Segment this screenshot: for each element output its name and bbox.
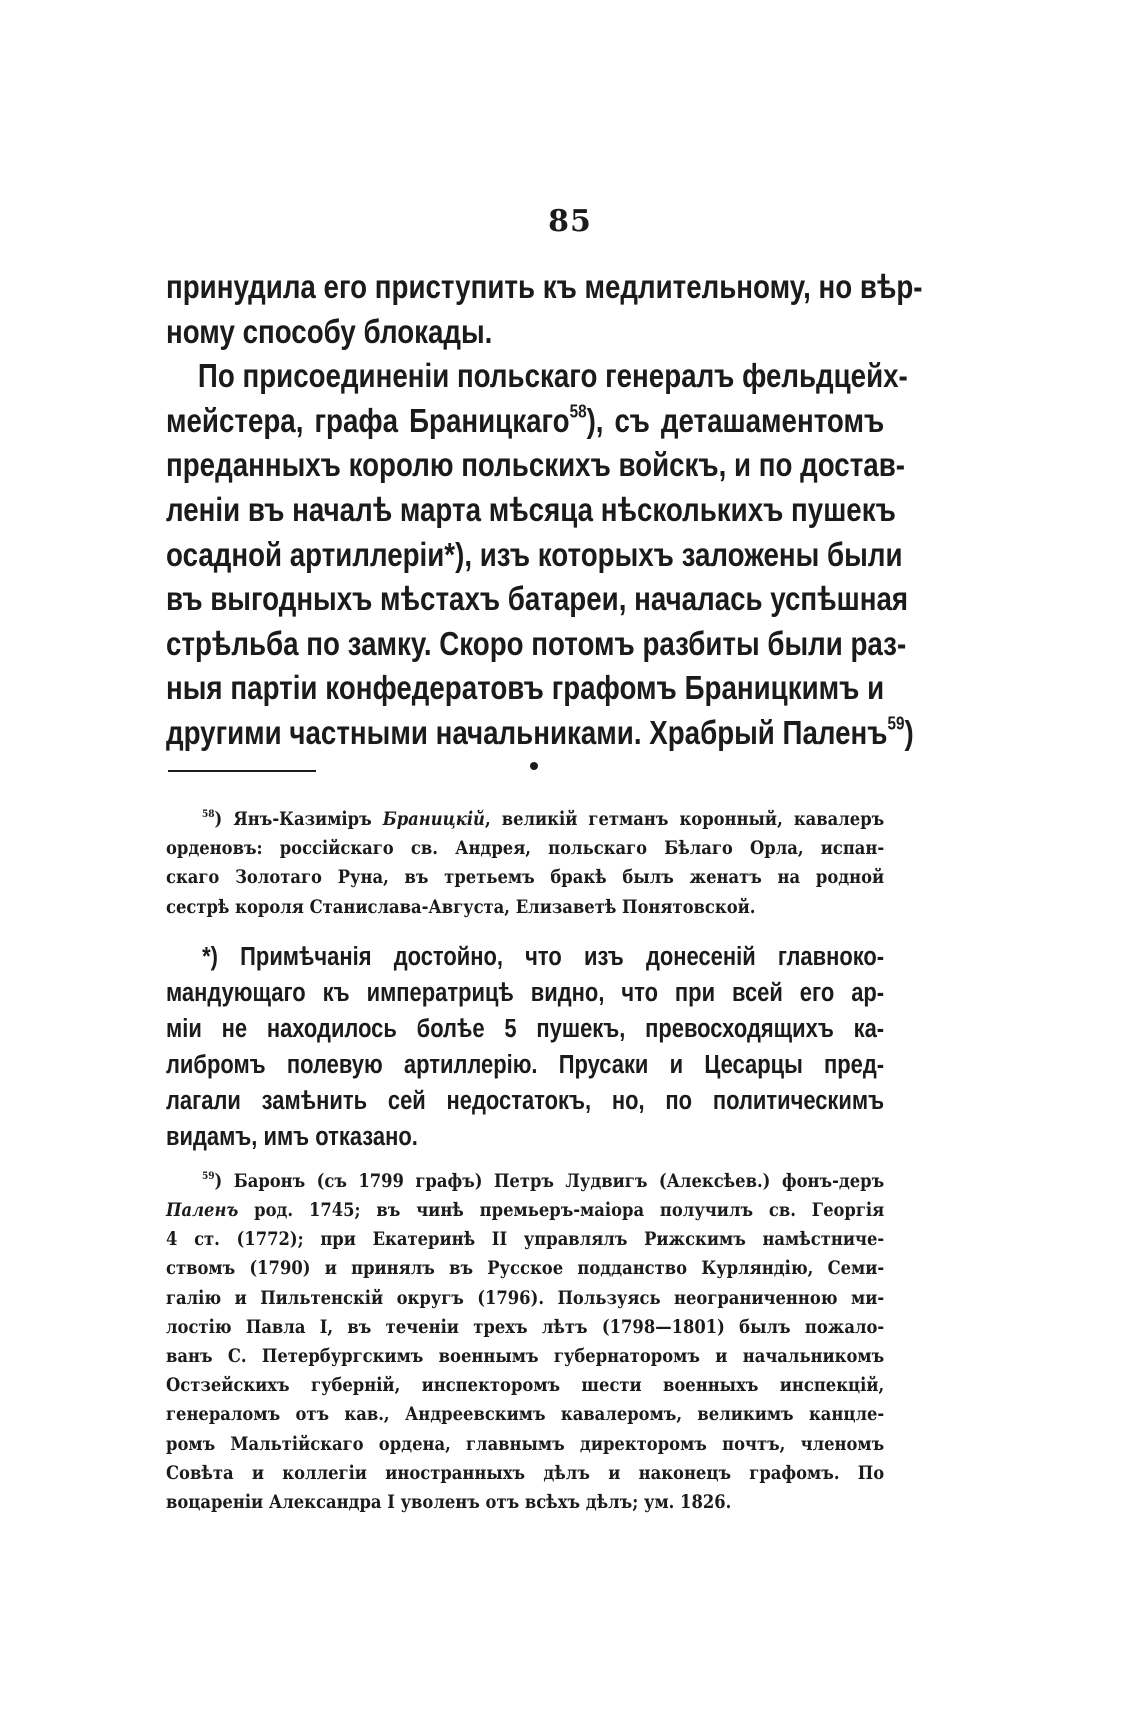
footnote-line: генераломъ отъ кав., Андреевскимъ кавалеромъ, великимъ канцле- xyxy=(166,1404,885,1426)
footnote-line xyxy=(166,805,884,834)
footnote-line: *) Примѣчанія достойно, что изъ донесеній главноко- xyxy=(202,942,885,971)
main-text-line xyxy=(166,399,884,444)
main-text-line: стрѣльба по замку. Скоро потомъ разбиты были раз- xyxy=(166,624,907,662)
footnote-ref-58: 58 xyxy=(569,401,587,422)
main-text-line: леніи въ началѣ марта мѣсяца нѣсколькихъ пушекъ xyxy=(166,490,896,528)
main-text-fragment: ), съ деташаментомъ xyxy=(586,401,885,439)
footnote-fragment: род. 1745; въ чинѣ премьеръ-маіора получилъ св. Георгія xyxy=(238,1200,885,1222)
footnote-line: ствомъ (1790) и принялъ въ Русское подданство Курляндію, Семи- xyxy=(166,1258,885,1280)
main-text-block xyxy=(166,265,923,756)
main-text-fragment: мейстера, графа Браницкаго xyxy=(166,401,570,439)
footnote-marker-59: 59 xyxy=(202,1170,215,1182)
footnote-line: мандующаго къ императрицѣ видно, что при всей его ар- xyxy=(166,978,885,1007)
footnote-line: видамъ, имъ отказано. xyxy=(166,1122,418,1151)
footnote-line: ромъ Мальтійскаго ордена, главнымъ директоромъ почтъ, членомъ xyxy=(166,1433,885,1455)
footnote-line: лагали замѣнить сей недостатокъ, но, по политическимъ xyxy=(166,1086,885,1115)
footnote-italic-name: Паленъ xyxy=(166,1200,239,1222)
footnote-fragment: , великій гетманъ коронный, кавалеръ xyxy=(484,809,885,830)
footnote-59 xyxy=(166,1167,885,1517)
footnote-ref-59: 59 xyxy=(887,713,905,734)
footnote-line: Остзейскихъ губерній, инспекторомъ шести военныхъ инспекцій, xyxy=(166,1375,885,1397)
footnote-line: галію и Пильтенскій округъ (1796). Пользуясь неограниченною ми- xyxy=(166,1287,885,1309)
footnote-line: воцареніи Александра I уволенъ отъ всѣхъ дѣлъ; ум. 1826. xyxy=(166,1492,732,1514)
footnote-line: сестрѣ короля Станислава-Августа, Елизаветѣ Понятовской. xyxy=(166,896,756,918)
footnote-fragment: ) Баронъ (съ 1799 графъ) Петръ Лудвигъ (Алексѣев.) фонъ-деръ xyxy=(214,1170,885,1192)
main-text-line: осадной артиллеріи*), изъ которыхъ заложены были xyxy=(166,535,903,573)
footnote-58 xyxy=(166,805,885,922)
footnote-line: скаго Золотаго Руна, въ третьемъ бракѣ былъ женатъ на родной xyxy=(166,867,885,889)
main-text-line xyxy=(166,711,914,756)
footnote-line: 4 ст. (1772); при Екатеринѣ II управлялъ Рижскимъ намѣстниче- xyxy=(166,1229,885,1251)
footnote-fragment: ) Янъ-Казиміръ xyxy=(214,809,383,830)
footnotes-block xyxy=(166,805,884,1517)
footnote-star xyxy=(166,939,885,1155)
footnote-marker-58: 58 xyxy=(202,809,215,820)
main-text-line: По присоединеніи польскаго генералъ фельдцейх- xyxy=(197,357,908,395)
main-text-line: въ выгодныхъ мѣстахъ батареи, началась успѣшная xyxy=(166,580,909,618)
page-number: 85 xyxy=(548,204,592,239)
main-text-line: ныя партіи конфедератовъ графомъ Браницкимъ и xyxy=(166,669,885,707)
ink-dot xyxy=(530,762,538,770)
main-text-fragment: ) xyxy=(904,713,914,751)
footnote-line: лостію Павла I, въ теченіи трехъ лѣтъ (1798—1801) былъ пожало- xyxy=(166,1316,885,1338)
footnote-line xyxy=(166,1167,884,1196)
footnote-line: міи не находилось болѣе 5 пушекъ, превосходящихъ ка- xyxy=(166,1014,885,1043)
main-text-line: ному способу блокады. xyxy=(166,312,493,350)
footnote-separator-rule xyxy=(168,770,316,772)
footnote-italic-name: Браницкій xyxy=(382,809,485,830)
footnote-line xyxy=(166,1196,884,1225)
footnote-line: орденовъ: россійскаго св. Андрея, польскаго Бѣлаго Орла, испан- xyxy=(166,838,885,860)
main-text-line: преданныхъ королю польскихъ войскъ, и по достав- xyxy=(166,446,906,484)
footnote-line: Совѣта и коллегіи иностранныхъ дѣлъ и наконецъ графомъ. По xyxy=(166,1462,885,1484)
main-text-fragment: другими частными начальниками. Храбрый Паленъ xyxy=(166,713,888,751)
footnote-line: либромъ полевую артиллерію. Прусаки и Цесарцы пред- xyxy=(166,1050,885,1079)
main-text-line: принудила его приступить къ медлительному, но вѣр- xyxy=(166,268,923,305)
footnote-line: ванъ С. Петербургскимъ военнымъ губернаторомъ и начальникомъ xyxy=(166,1346,885,1368)
